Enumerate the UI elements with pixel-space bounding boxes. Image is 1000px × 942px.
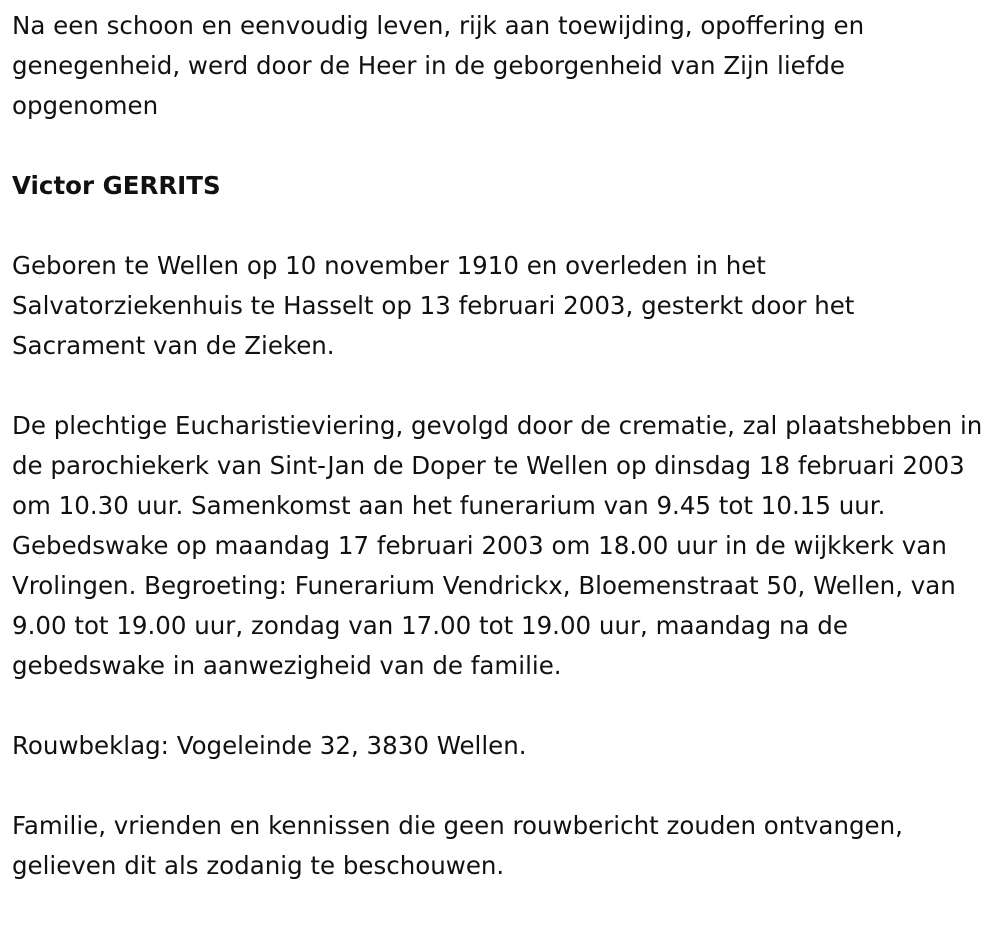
- deceased-name: Victor GERRITS: [12, 171, 221, 200]
- ceremony-paragraph: De plechtige Eucharistieviering, gevolgd door de crematie, zal plaatshebben in de parochiekerk van Sint-Jan de Doper te Wellen op dinsdag 18 februari 2003 om 10.30 uur. Samenkomst aan het funerarium van 9.45 tot 10.15 uur. Gebedswake op maandag 17 februari 2003 om 18.00 uur in de wijkkerk van Vrolingen. Begroeting: Funerarium Vendrickx, Bloemenstraat 50, Wellen, van 9.00 tot 19.00 uur, zondag van 17.00 tot 19.00 uur, maandag na de gebedswake in aanwezigheid van de familie.: [12, 411, 983, 680]
- obituary-notice: [12, 6, 994, 886]
- birth-death-paragraph: Geboren te Wellen op 10 november 1910 en overleden in het Salvatorziekenhuis te Hasselt op 13 februari 2003, gesterkt door het Sacrament van de Zieken.: [12, 251, 855, 360]
- intro-paragraph: Na een schoon en eenvoudig leven, rijk aan toewijding, opoffering en genegenheid, werd door de Heer in de geborgenheid van Zijn liefde opgenomen: [12, 11, 865, 120]
- closing-paragraph: Familie, vrienden en kennissen die geen rouwbericht zouden ontvangen, gelieven dit als zodanig te beschouwen.: [12, 811, 903, 880]
- condolence-address: Rouwbeklag: Vogeleinde 32, 3830 Wellen.: [12, 731, 527, 760]
